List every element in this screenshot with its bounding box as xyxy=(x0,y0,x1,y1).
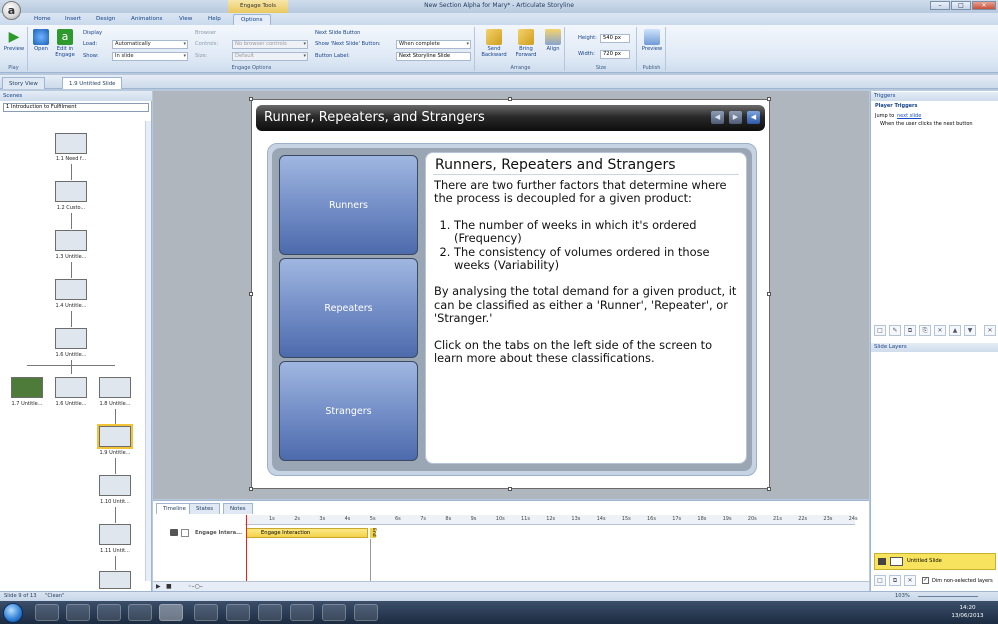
close-panel-icon[interactable]: ✕ xyxy=(984,325,996,336)
load-dropdown[interactable]: Automatically ▾ xyxy=(112,40,188,49)
button-label-input[interactable]: Next Storyline Slide xyxy=(396,52,471,61)
align-button[interactable]: Align xyxy=(542,29,564,52)
ribbon-tab-row xyxy=(0,13,998,25)
engage-options-group xyxy=(29,27,475,71)
window-title: New Section Alpha for Mary* - Articulate Storyline xyxy=(424,2,574,9)
ruler-tick-label: 16s xyxy=(647,516,656,522)
playhead[interactable] xyxy=(246,515,247,585)
open-button[interactable]: Open xyxy=(30,29,52,52)
ruler-tick-label: 19s xyxy=(722,516,732,522)
chrome-icon[interactable] xyxy=(97,604,121,621)
tab-runners[interactable]: Runners xyxy=(279,155,418,255)
tab-notes[interactable]: Notes xyxy=(223,503,253,514)
volume-icon[interactable]: ◀ xyxy=(747,111,760,124)
scenes-scrollbar[interactable] xyxy=(145,121,151,581)
ruler-tick-label: 4s xyxy=(344,516,351,522)
new-trigger-icon[interactable]: □ xyxy=(874,325,886,336)
tab-current-slide[interactable]: 1.9 Untitled Slide xyxy=(62,77,122,89)
tab-animations[interactable]: Animations xyxy=(131,16,163,22)
ruler-tick-label: 2s xyxy=(294,516,300,522)
play-icon[interactable]: ▶ xyxy=(156,583,161,590)
ruler-tick-label: 11s xyxy=(521,516,530,522)
tab-repeaters[interactable]: Repeaters xyxy=(279,258,418,358)
base-layer-row[interactable] xyxy=(874,553,996,570)
track-name[interactable]: Engage Intera... xyxy=(195,530,243,536)
powerpoint-icon[interactable] xyxy=(128,604,152,621)
load-label: Load: xyxy=(83,41,98,47)
slide-layers-header: Slide Layers xyxy=(871,343,998,352)
flow-branch-line xyxy=(27,365,115,366)
dim-layers-checkbox[interactable]: ✓ xyxy=(923,577,928,583)
flow-arrow xyxy=(115,409,116,425)
next-slide-header: Next Slide Button xyxy=(315,30,361,36)
show-label: Show: xyxy=(83,53,99,59)
tab-story-view[interactable]: Story View xyxy=(2,77,45,89)
app-icon[interactable] xyxy=(354,604,378,621)
ribbon xyxy=(0,25,998,73)
resize-handle[interactable] xyxy=(249,292,253,296)
slide-thumb-label: 1.7 Untitle... xyxy=(11,401,43,407)
flow-arrow xyxy=(71,311,72,327)
send-backward-icon xyxy=(486,29,502,45)
flow-arrow xyxy=(71,213,72,229)
app-icon[interactable] xyxy=(194,604,218,621)
triggers-header: Triggers xyxy=(871,92,998,101)
ruler-tick-label: 5s xyxy=(369,516,376,522)
width-input[interactable]: 720 px xyxy=(600,50,630,59)
title-bar xyxy=(0,0,998,13)
show-dropdown[interactable]: In slide ▾ xyxy=(112,52,188,61)
end-line xyxy=(370,539,371,585)
bring-forward-icon xyxy=(518,29,534,45)
word-icon[interactable] xyxy=(226,604,250,621)
track-bar[interactable]: Engage Interaction xyxy=(246,528,368,538)
ruler-tick-label: 9s xyxy=(470,516,477,522)
interaction-inner xyxy=(272,148,752,471)
delete-layer-icon[interactable]: ✕ xyxy=(904,575,916,586)
slide-thumb-label: 1.6 Untitle... xyxy=(55,352,87,358)
publish-group-label: Publish xyxy=(642,65,661,71)
copy-trigger-icon[interactable]: ⧉ xyxy=(904,325,916,336)
edit-trigger-icon[interactable]: ✎ xyxy=(889,325,901,336)
size-dropdown[interactable]: Default ▾ xyxy=(232,52,308,61)
flow-arrow xyxy=(115,507,116,523)
ruler-tick-label: 1s xyxy=(269,516,275,522)
slide-thumb-label: 1.9 Untitle... xyxy=(99,450,131,456)
ruler-tick-label: 13s xyxy=(571,516,581,522)
ruler-tick-label: 23s xyxy=(823,516,833,522)
size-label: Size: xyxy=(195,53,208,59)
controls-label: Controls: xyxy=(195,41,219,47)
layer-name: Untitled Slide xyxy=(907,558,942,564)
flow-arrow xyxy=(71,360,72,374)
flow-arrow xyxy=(115,458,116,474)
dim-layers-label: Dim non-selected layers xyxy=(932,578,993,584)
resize-handle[interactable] xyxy=(767,487,771,491)
scenes-header: Scenes xyxy=(0,91,152,101)
resize-handle[interactable] xyxy=(767,292,771,296)
content-paragraph: By analysing the total demand for a given product, it can be classified as either a 'Runner', 'Repeater', or 'Stranger.' xyxy=(434,284,737,326)
ruler-tick-label: 6s xyxy=(395,516,401,522)
preview-screen-icon xyxy=(644,29,660,45)
start-button[interactable] xyxy=(3,603,23,623)
tab-help[interactable]: Help xyxy=(208,16,221,22)
play-group-label: Play xyxy=(8,65,19,71)
stop-icon[interactable]: ■ xyxy=(166,583,172,590)
ruler-tick-label: 8s xyxy=(445,516,452,522)
status-bar xyxy=(0,591,998,601)
move-up-icon[interactable]: ▲ xyxy=(949,325,961,336)
timeline-scrollbar[interactable] xyxy=(153,581,869,591)
close-button[interactable]: ✕ xyxy=(972,1,996,10)
play-group xyxy=(0,27,28,71)
slide-header-bar xyxy=(256,105,765,131)
width-label: Width: xyxy=(578,51,595,57)
content-panel xyxy=(425,152,747,464)
display-header: Display xyxy=(83,30,103,36)
flow-arrow xyxy=(71,164,72,180)
zoom-slider-icon[interactable]: ◦–○– xyxy=(188,583,203,590)
flow-arrow xyxy=(115,556,116,570)
slide-thumb-label: 1.2 Custo... xyxy=(56,205,86,211)
content-paragraph: Click on the tabs on the left side of the screen to learn more about these classifications. xyxy=(434,337,713,366)
resize-handle[interactable] xyxy=(767,97,771,101)
triggers-toolbar xyxy=(874,325,996,337)
timeline-ruler[interactable] xyxy=(245,515,858,525)
app-menu-orb[interactable]: a xyxy=(2,1,21,20)
slide-thumb[interactable] xyxy=(55,133,87,154)
slide-thumb[interactable] xyxy=(11,377,43,398)
zoom-level: 103% xyxy=(895,593,910,599)
arrange-group xyxy=(477,27,565,71)
ruler-tick-label: 10s xyxy=(495,516,505,522)
theme-name: "Clean" xyxy=(45,593,65,599)
ruler-tick-label: 3s xyxy=(319,516,326,522)
tab-strangers[interactable]: Strangers xyxy=(279,361,418,461)
slide-thumb[interactable] xyxy=(55,377,87,398)
align-icon xyxy=(545,29,561,45)
app-icon[interactable] xyxy=(322,604,346,621)
tab-timeline[interactable]: Timeline xyxy=(156,503,193,514)
slide-count: Slide 9 of 13 xyxy=(4,593,37,599)
slide-canvas xyxy=(251,99,770,489)
show-next-dropdown[interactable]: When complete ▾ xyxy=(396,40,471,49)
system-clock[interactable] xyxy=(940,604,995,620)
slide-thumb-label: 1.11 Untit... xyxy=(100,548,130,554)
resize-handle[interactable] xyxy=(249,487,253,491)
height-input[interactable]: 540 px xyxy=(600,34,630,43)
tab-view[interactable]: View xyxy=(179,16,193,22)
minimize-button[interactable]: – xyxy=(930,1,950,10)
button-label-label: Button Label: xyxy=(315,53,350,59)
trigger-link[interactable]: next slide xyxy=(897,113,922,119)
ruler-tick-label: 7s xyxy=(420,516,426,522)
delete-trigger-icon[interactable]: ✕ xyxy=(934,325,946,336)
slide-thumb[interactable] xyxy=(99,524,131,545)
preview-button[interactable]: ▶ Preview xyxy=(3,29,25,52)
show-next-label: Show 'Next Slide' Button: xyxy=(315,41,381,47)
scene-dropdown[interactable]: 1 Introduction to Fulfilment xyxy=(3,103,149,112)
size-group-label: Size xyxy=(595,65,607,71)
size-group xyxy=(566,27,637,71)
resize-handle[interactable] xyxy=(508,97,512,101)
slide-thumb-label: 1.8 Untitle... xyxy=(99,401,131,407)
list-item: 2. The consistency of volumes ordered in those weeks (Variability) xyxy=(454,246,742,273)
document-tab-bar xyxy=(0,75,998,89)
paste-trigger-icon[interactable]: ⎘ xyxy=(919,325,931,336)
publish-group xyxy=(638,27,666,71)
ruler-tick-label: 22s xyxy=(798,516,808,522)
windows-taskbar xyxy=(0,601,998,624)
send-backward-button[interactable]: Send Backward xyxy=(479,29,509,58)
tab-states[interactable]: States xyxy=(189,503,220,514)
slide-thumb-label: 1.4 Untitle... xyxy=(55,303,87,309)
slide-thumb[interactable] xyxy=(99,475,131,496)
ruler-tick-label: 21s xyxy=(773,516,782,522)
scenes-panel xyxy=(0,91,152,591)
edit-in-engage-button[interactable]: a Edit in Engage xyxy=(55,30,75,58)
arrange-label: Arrange xyxy=(510,65,531,71)
engage-options-label: Engage Options xyxy=(231,65,272,71)
app-icon[interactable] xyxy=(290,604,314,621)
eye-icon[interactable] xyxy=(878,558,886,565)
engage-icon[interactable] xyxy=(258,604,282,621)
height-label: Height: xyxy=(578,35,597,41)
trigger-condition: When the user clicks the next button xyxy=(880,121,973,127)
next-icon[interactable]: ▶ xyxy=(729,111,742,124)
explorer-icon[interactable] xyxy=(35,604,59,621)
eye-icon[interactable] xyxy=(170,529,178,536)
slide-thumb[interactable] xyxy=(55,279,87,300)
clock-date: 13/06/2013 xyxy=(951,613,984,619)
move-down-icon[interactable]: ▼ xyxy=(964,325,976,336)
new-layer-icon[interactable]: □ xyxy=(874,575,886,586)
content-title: Runners, Repeaters and Strangers xyxy=(433,158,739,175)
trigger-action: Jump to xyxy=(875,113,895,119)
ruler-tick-label: 17s xyxy=(672,516,682,522)
interaction-frame xyxy=(267,143,757,476)
timeline-panel xyxy=(153,500,869,591)
ruler-tick-label: 15s xyxy=(621,516,631,522)
ruler-tick-label: 14s xyxy=(596,516,606,522)
bring-forward-button[interactable]: Bring Forward xyxy=(511,29,541,58)
layer-thumb xyxy=(890,557,903,566)
tab-insert[interactable]: Insert xyxy=(65,16,82,22)
browser-header: Browser xyxy=(195,30,217,36)
slide-thumb[interactable] xyxy=(55,181,87,202)
slide-thumb[interactable] xyxy=(55,230,87,251)
ruler-tick-label: 24s xyxy=(848,516,858,522)
maximize-button[interactable]: □ xyxy=(951,1,971,10)
prev-icon[interactable]: ◀ xyxy=(711,111,724,124)
list-item: 1. The number of weeks in which it's ordered (Frequency) xyxy=(454,219,742,246)
player-triggers-heading: Player Triggers xyxy=(875,103,918,109)
slide-thumb[interactable] xyxy=(99,571,131,589)
slide-thumb[interactable] xyxy=(99,377,131,398)
slide-header-title: Runner, Repeaters, and Strangers xyxy=(264,110,485,125)
content-paragraph: There are two further factors that determine where the process is decoupled for a given product: xyxy=(434,178,727,206)
flow-arrow xyxy=(71,262,72,278)
content-list xyxy=(454,219,742,273)
right-panel xyxy=(870,91,998,591)
ruler-tick-label: 20s xyxy=(747,516,757,522)
play-icon: ▶ xyxy=(8,29,20,45)
mail-icon[interactable] xyxy=(66,604,90,621)
resize-handle[interactable] xyxy=(249,97,253,101)
tab-options[interactable]: Options xyxy=(233,14,271,25)
engage-icon: a xyxy=(57,29,73,45)
engage-tools-context-tab: Engage Tools xyxy=(228,0,288,13)
tab-home[interactable]: Home xyxy=(34,16,51,22)
duplicate-layer-icon[interactable]: ⧉ xyxy=(889,575,901,586)
slide-thumb-label: 1.1 Need f... xyxy=(55,156,87,162)
layers-toolbar xyxy=(874,575,996,587)
slide-thumb-label: 1.10 Untit... xyxy=(100,499,130,505)
clock-time: 14:20 xyxy=(959,605,976,611)
publish-preview-button[interactable]: Preview xyxy=(641,29,663,52)
resize-handle[interactable] xyxy=(508,487,512,491)
ruler-tick-label: 12s xyxy=(546,516,556,522)
ruler-tick-label: 18s xyxy=(697,516,707,522)
tab-design[interactable]: Design xyxy=(96,16,116,22)
content-body xyxy=(434,179,742,378)
slide-thumb-selected[interactable] xyxy=(99,426,131,447)
zoom-slider[interactable] xyxy=(918,596,978,597)
slide-thumb-label: 1.3 Untitle... xyxy=(55,254,87,260)
storyline-icon[interactable] xyxy=(159,604,183,621)
open-icon xyxy=(33,29,49,45)
slide-thumb[interactable] xyxy=(55,328,87,349)
end-marker[interactable]: End xyxy=(371,528,376,537)
controls-dropdown[interactable]: No browser controls ▾ xyxy=(232,40,308,49)
slide-thumb-label: 1.6 Untitle... xyxy=(55,401,87,407)
